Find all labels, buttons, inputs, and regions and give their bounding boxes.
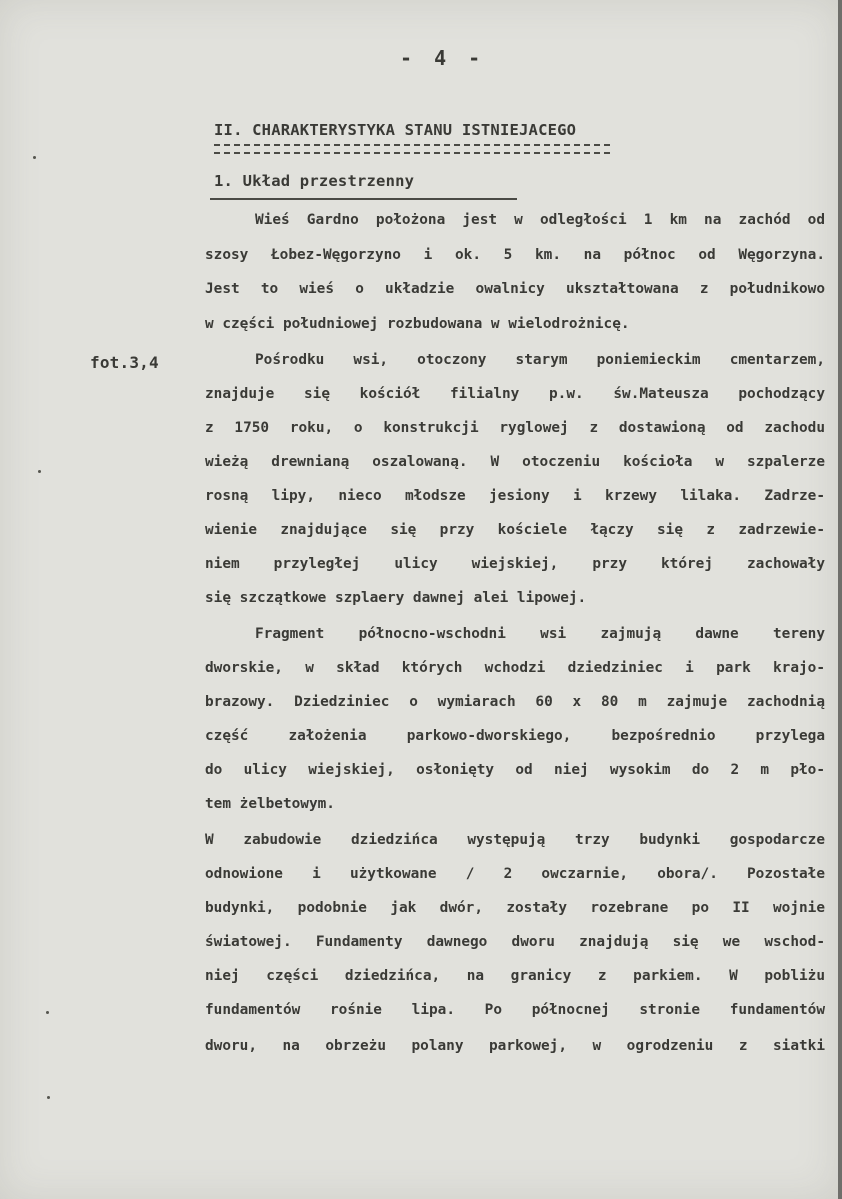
text-line: światowej. Fundamenty dawnego dworu znajdują się we wschod-: [205, 934, 825, 950]
text-line: Pośrodku wsi, otoczony starym poniemieckim cmentarzem,: [255, 352, 825, 368]
title-double-underline: [214, 144, 610, 154]
text-line: budynki, podobnie jak dwór, zostały rozebrane po II wojnie: [205, 900, 825, 916]
paper-speck: [38, 470, 41, 473]
section-title: II. CHARAKTERYSTYKA STANU ISTNIEJACEGO: [214, 121, 577, 139]
text-line: brazowy. Dziedziniec o wymiarach 60 x 80 m zajmuje zachodnią: [205, 694, 825, 710]
text-line: w części południowej rozbudowana w wielodrożnicę.: [205, 316, 630, 332]
text-line: niej części dziedzińca, na granicy z parkiem. W pobliżu: [205, 968, 825, 984]
text-line: Jest to wieś o układzie owalnicy ukształtowana z południkowo: [205, 281, 825, 297]
text-line: dworskie, w skład których wchodzi dziedziniec i park krajo-: [205, 660, 825, 676]
paper-speck: [47, 1096, 50, 1099]
text-line: wieżą drewnianą oszalowaną. W otoczeniu kościoła w szpalerze: [205, 454, 825, 470]
text-line: do ulicy wiejskiej, osłonięty od niej wysokim do 2 m pło-: [205, 762, 825, 778]
text-line: tem żelbetowym.: [205, 796, 335, 812]
page-number: - 4 -: [400, 46, 486, 70]
text-line: wienie znajdujące się przy kościele łączy się z zadrzewie-: [205, 522, 825, 538]
subsection-underline: [210, 198, 517, 200]
text-line: W zabudowie dziedzińca występują trzy budynki gospodarcze: [205, 832, 825, 848]
text-line: się szczątkowe szplaery dawnej alei lipowej.: [205, 590, 587, 606]
scan-edge: [838, 0, 842, 1199]
text-line: odnowione i użytkowane / 2 owczarnie, obora/. Pozostałe: [205, 866, 825, 882]
text-line: rosną lipy, nieco młodsze jesiony i krzewy lilaka. Zadrze-: [205, 488, 825, 504]
text-line: część założenia parkowo-dworskiego, bezpośrednio przylega: [205, 728, 825, 744]
text-line: fundamentów rośnie lipa. Po północnej stronie fundamentów: [205, 1002, 825, 1018]
text-line: Fragment północno-wschodni wsi zajmują dawne tereny: [255, 626, 825, 642]
text-line: Wieś Gardno położona jest w odległości 1 km na zachód od: [255, 212, 825, 228]
paper-speck: [46, 1011, 49, 1014]
subsection-title: 1. Układ przestrzenny: [214, 172, 415, 190]
text-line: niem przyległej ulicy wiejskiej, przy której zachowały: [205, 556, 825, 572]
text-line: szosy Łobez-Węgorzyno i ok. 5 km. na północ od Węgorzyna.: [205, 247, 825, 263]
text-line: znajduje się kościół filialny p.w. św.Mateusza pochodzący: [205, 386, 825, 402]
margin-note: fot.3,4: [90, 353, 159, 372]
text-line: z 1750 roku, o konstrukcji ryglowej z dostawioną od zachodu: [205, 420, 825, 436]
paper-speck: [33, 156, 36, 159]
text-line: dworu, na obrzeżu polany parkowej, w ogrodzeniu z siatki: [205, 1038, 825, 1054]
